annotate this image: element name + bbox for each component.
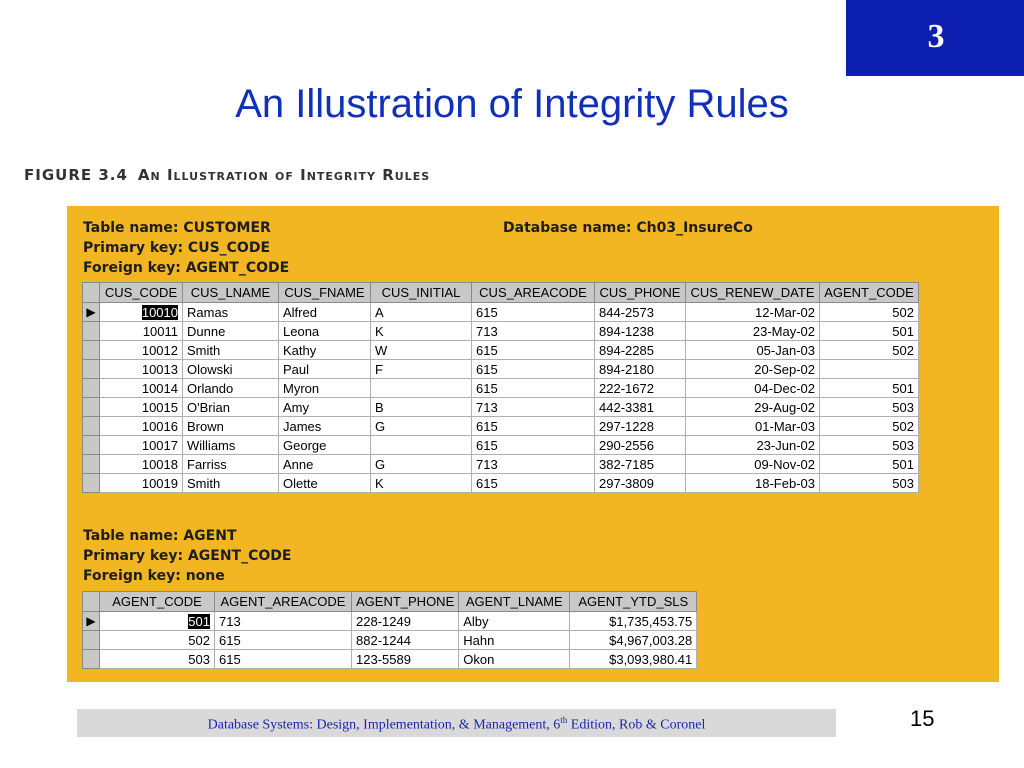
cell-cus-code[interactable]: 10019 bbox=[100, 474, 183, 493]
footer-bar bbox=[77, 709, 836, 737]
cell-cus-initial[interactable]: G bbox=[371, 417, 472, 436]
cell-agent-areacode[interactable]: 713 bbox=[215, 612, 352, 631]
table-row[interactable] bbox=[83, 360, 919, 379]
cell-agent-code[interactable]: 503 bbox=[100, 650, 215, 669]
cell-cus-areacode[interactable]: 615 bbox=[472, 436, 595, 455]
cell-cus-fname[interactable]: Leona bbox=[279, 322, 371, 341]
selected-cell-value: 501 bbox=[188, 613, 210, 629]
agent-foreign-key: Foreign key: none bbox=[83, 568, 225, 584]
cell-cus-code[interactable]: 10014 bbox=[100, 379, 183, 398]
chapter-badge bbox=[844, 0, 1024, 76]
record-selector[interactable] bbox=[83, 360, 100, 379]
column-header-cus-lname[interactable]: CUS_LNAME bbox=[183, 283, 279, 303]
agent-meta bbox=[83, 526, 291, 586]
cell-cus-code[interactable]: 10011 bbox=[100, 322, 183, 341]
cell-cus-fname[interactable]: Olette bbox=[279, 474, 371, 493]
cell-cus-code[interactable]: 10013 bbox=[100, 360, 183, 379]
cell-cus-areacode[interactable]: 615 bbox=[472, 360, 595, 379]
cell-cus-code[interactable]: 10018 bbox=[100, 455, 183, 474]
cell-cus-initial[interactable]: W bbox=[371, 341, 472, 360]
grid-corner bbox=[83, 283, 100, 303]
cell-cus-phone[interactable]: 297-3809 bbox=[595, 474, 686, 493]
cell-cus-fname[interactable]: George bbox=[279, 436, 371, 455]
cell-cus-initial[interactable]: K bbox=[371, 322, 472, 341]
cell-cus-initial[interactable] bbox=[371, 436, 472, 455]
cell-cus-code[interactable]: 10017 bbox=[100, 436, 183, 455]
cell-agent-code[interactable]: 502 bbox=[820, 417, 919, 436]
record-selector[interactable] bbox=[83, 417, 100, 436]
column-header-agent-ytd-sls[interactable]: AGENT_YTD_SLS bbox=[570, 592, 697, 612]
column-header-cus-initial[interactable]: CUS_INITIAL bbox=[371, 283, 472, 303]
figure-label: FIGURE 3.4 bbox=[24, 166, 128, 184]
selected-cell-value: 10010 bbox=[141, 304, 178, 320]
cell-agent-lname[interactable]: Okon bbox=[459, 650, 570, 669]
table-row[interactable] bbox=[83, 398, 919, 417]
cell-agent-code[interactable] bbox=[100, 612, 215, 631]
cell-agent-ytd-sls[interactable]: $4,967,003.28 bbox=[570, 631, 697, 650]
cell-cus-areacode[interactable]: 713 bbox=[472, 398, 595, 417]
cell-agent-areacode[interactable]: 615 bbox=[215, 650, 352, 669]
cell-cus-fname[interactable]: Alfred bbox=[279, 303, 371, 322]
figure-caption bbox=[24, 166, 430, 184]
column-header-agent-code[interactable]: AGENT_CODE bbox=[100, 592, 215, 612]
cell-cus-lname[interactable]: O'Brian bbox=[183, 398, 279, 417]
cell-agent-code[interactable]: 503 bbox=[820, 398, 919, 417]
cell-cus-fname[interactable]: Anne bbox=[279, 455, 371, 474]
customer-foreign-key: Foreign key: AGENT_CODE bbox=[83, 260, 290, 276]
column-header-agent-code[interactable]: AGENT_CODE bbox=[820, 283, 919, 303]
cell-cus-phone[interactable]: 290-2556 bbox=[595, 436, 686, 455]
table-row[interactable] bbox=[83, 650, 697, 669]
column-header-agent-lname[interactable]: AGENT_LNAME bbox=[459, 592, 570, 612]
cell-cus-fname[interactable]: James bbox=[279, 417, 371, 436]
cell-agent-lname[interactable]: Alby bbox=[459, 612, 570, 631]
cell-cus-renew-date[interactable]: 01-Mar-03 bbox=[686, 417, 820, 436]
cell-cus-areacode[interactable]: 615 bbox=[472, 379, 595, 398]
cell-cus-code[interactable]: 10016 bbox=[100, 417, 183, 436]
table-row[interactable] bbox=[83, 379, 919, 398]
column-header-cus-renew-date[interactable]: CUS_RENEW_DATE bbox=[686, 283, 820, 303]
cell-agent-code[interactable]: 501 bbox=[820, 455, 919, 474]
cell-cus-renew-date[interactable]: 23-Jun-02 bbox=[686, 436, 820, 455]
footer-text-before: Database Systems: Design, Implementation, & Management, 6 bbox=[207, 717, 561, 733]
cell-cus-phone[interactable]: 382-7185 bbox=[595, 455, 686, 474]
cell-agent-code[interactable]: 501 bbox=[820, 379, 919, 398]
column-header-cus-phone[interactable]: CUS_PHONE bbox=[595, 283, 686, 303]
cell-cus-lname[interactable]: Smith bbox=[183, 341, 279, 360]
record-selector[interactable] bbox=[83, 322, 100, 341]
cell-cus-phone[interactable]: 442-3381 bbox=[595, 398, 686, 417]
cell-cus-lname[interactable]: Orlando bbox=[183, 379, 279, 398]
footer-superscript: th bbox=[560, 715, 568, 725]
cell-agent-code[interactable]: 501 bbox=[820, 322, 919, 341]
table-row[interactable] bbox=[83, 341, 919, 360]
cell-cus-initial[interactable]: B bbox=[371, 398, 472, 417]
cell-cus-renew-date[interactable]: 12-Mar-02 bbox=[686, 303, 820, 322]
cell-cus-lname[interactable]: Ramas bbox=[183, 303, 279, 322]
cell-cus-initial[interactable]: K bbox=[371, 474, 472, 493]
table-row[interactable] bbox=[83, 631, 697, 650]
customer-header-row bbox=[83, 283, 919, 303]
cell-cus-code[interactable]: 10012 bbox=[100, 341, 183, 360]
cell-cus-initial[interactable]: A bbox=[371, 303, 472, 322]
chapter-number: 3 bbox=[927, 18, 945, 55]
column-header-cus-fname[interactable]: CUS_FNAME bbox=[279, 283, 371, 303]
cell-cus-fname[interactable]: Amy bbox=[279, 398, 371, 417]
table-row[interactable] bbox=[83, 455, 919, 474]
table-row[interactable] bbox=[83, 303, 919, 322]
cell-cus-renew-date[interactable]: 23-May-02 bbox=[686, 322, 820, 341]
column-header-agent-areacode[interactable]: AGENT_AREACODE bbox=[215, 592, 352, 612]
cell-cus-renew-date[interactable]: 29-Aug-02 bbox=[686, 398, 820, 417]
cell-cus-areacode[interactable]: 615 bbox=[472, 474, 595, 493]
footer-text-after: Edition, Rob & Coronel bbox=[567, 717, 706, 733]
current-record-arrow-icon[interactable]: ▶ bbox=[83, 303, 100, 322]
table-row[interactable] bbox=[83, 322, 919, 341]
cell-cus-initial[interactable]: G bbox=[371, 455, 472, 474]
cell-cus-renew-date[interactable]: 18-Feb-03 bbox=[686, 474, 820, 493]
table-row[interactable] bbox=[83, 612, 697, 631]
cell-cus-fname[interactable]: Kathy bbox=[279, 341, 371, 360]
cell-agent-lname[interactable]: Hahn bbox=[459, 631, 570, 650]
cell-cus-renew-date[interactable]: 20-Sep-02 bbox=[686, 360, 820, 379]
cell-cus-fname[interactable]: Paul bbox=[279, 360, 371, 379]
cell-cus-fname[interactable]: Myron bbox=[279, 379, 371, 398]
cell-cus-initial[interactable]: F bbox=[371, 360, 472, 379]
cell-cus-phone[interactable]: 894-1238 bbox=[595, 322, 686, 341]
cell-agent-phone[interactable]: 882-1244 bbox=[352, 631, 459, 650]
page-number: 15 bbox=[910, 706, 935, 731]
customer-table bbox=[82, 282, 919, 493]
cell-agent-phone[interactable]: 123-5589 bbox=[352, 650, 459, 669]
grid-corner bbox=[83, 592, 100, 612]
cell-cus-lname[interactable]: Williams bbox=[183, 436, 279, 455]
cell-agent-code[interactable]: 502 bbox=[820, 341, 919, 360]
cell-cus-areacode[interactable]: 713 bbox=[472, 322, 595, 341]
cell-cus-lname[interactable]: Farriss bbox=[183, 455, 279, 474]
record-selector[interactable] bbox=[83, 436, 100, 455]
cell-agent-phone[interactable]: 228-1249 bbox=[352, 612, 459, 631]
footer-citation bbox=[77, 715, 836, 734]
cell-agent-code[interactable]: 503 bbox=[820, 436, 919, 455]
cell-agent-code[interactable]: 502 bbox=[820, 303, 919, 322]
database-name: Database name: Ch03_InsureCo bbox=[503, 220, 753, 236]
cell-cus-phone[interactable]: 297-1228 bbox=[595, 417, 686, 436]
cell-cus-code[interactable] bbox=[100, 303, 183, 322]
cell-agent-code[interactable]: 503 bbox=[820, 474, 919, 493]
record-selector[interactable] bbox=[83, 398, 100, 417]
agent-table bbox=[82, 591, 697, 669]
cell-cus-areacode[interactable]: 615 bbox=[472, 303, 595, 322]
cell-agent-code[interactable]: 502 bbox=[100, 631, 215, 650]
cell-cus-areacode[interactable]: 713 bbox=[472, 455, 595, 474]
cell-cus-lname[interactable]: Brown bbox=[183, 417, 279, 436]
cell-cus-phone[interactable]: 222-1672 bbox=[595, 379, 686, 398]
record-selector[interactable] bbox=[83, 455, 100, 474]
agent-primary-key: Primary key: AGENT_CODE bbox=[83, 548, 292, 564]
cell-cus-lname[interactable]: Smith bbox=[183, 474, 279, 493]
agent-header-row bbox=[83, 592, 697, 612]
cell-cus-phone[interactable]: 894-2180 bbox=[595, 360, 686, 379]
record-selector[interactable] bbox=[83, 650, 100, 669]
customer-table-name: Table name: CUSTOMER bbox=[83, 220, 271, 236]
cell-agent-areacode[interactable]: 615 bbox=[215, 631, 352, 650]
cell-cus-renew-date[interactable]: 05-Jan-03 bbox=[686, 341, 820, 360]
cell-cus-phone[interactable]: 844-2573 bbox=[595, 303, 686, 322]
record-selector[interactable] bbox=[83, 341, 100, 360]
table-row[interactable] bbox=[83, 436, 919, 455]
cell-cus-renew-date[interactable]: 09-Nov-02 bbox=[686, 455, 820, 474]
cell-cus-areacode[interactable]: 615 bbox=[472, 417, 595, 436]
cell-cus-areacode[interactable]: 615 bbox=[472, 341, 595, 360]
cell-cus-renew-date[interactable]: 04-Dec-02 bbox=[686, 379, 820, 398]
cell-cus-code[interactable]: 10015 bbox=[100, 398, 183, 417]
column-header-cus-code[interactable]: CUS_CODE bbox=[100, 283, 183, 303]
customer-primary-key: Primary key: CUS_CODE bbox=[83, 240, 271, 256]
cell-agent-code[interactable] bbox=[820, 360, 919, 379]
cell-agent-ytd-sls[interactable]: $1,735,453.75 bbox=[570, 612, 697, 631]
customer-meta bbox=[83, 218, 289, 278]
slide-title: An Illustration of Integrity Rules bbox=[235, 82, 789, 126]
column-header-agent-phone[interactable]: AGENT_PHONE bbox=[352, 592, 459, 612]
cell-cus-initial[interactable] bbox=[371, 379, 472, 398]
table-row[interactable] bbox=[83, 417, 919, 436]
current-record-arrow-icon[interactable]: ▶ bbox=[83, 612, 100, 631]
cell-cus-lname[interactable]: Olowski bbox=[183, 360, 279, 379]
figure-caption-text: An Illustration of Integrity Rules bbox=[137, 166, 431, 184]
record-selector[interactable] bbox=[83, 379, 100, 398]
cell-agent-ytd-sls[interactable]: $3,093,980.41 bbox=[570, 650, 697, 669]
cell-cus-lname[interactable]: Dunne bbox=[183, 322, 279, 341]
cell-cus-phone[interactable]: 894-2285 bbox=[595, 341, 686, 360]
record-selector[interactable] bbox=[83, 631, 100, 650]
table-row[interactable] bbox=[83, 474, 919, 493]
column-header-cus-areacode[interactable]: CUS_AREACODE bbox=[472, 283, 595, 303]
record-selector[interactable] bbox=[83, 474, 100, 493]
figure-panel bbox=[67, 206, 999, 682]
agent-table-name: Table name: AGENT bbox=[83, 528, 237, 544]
